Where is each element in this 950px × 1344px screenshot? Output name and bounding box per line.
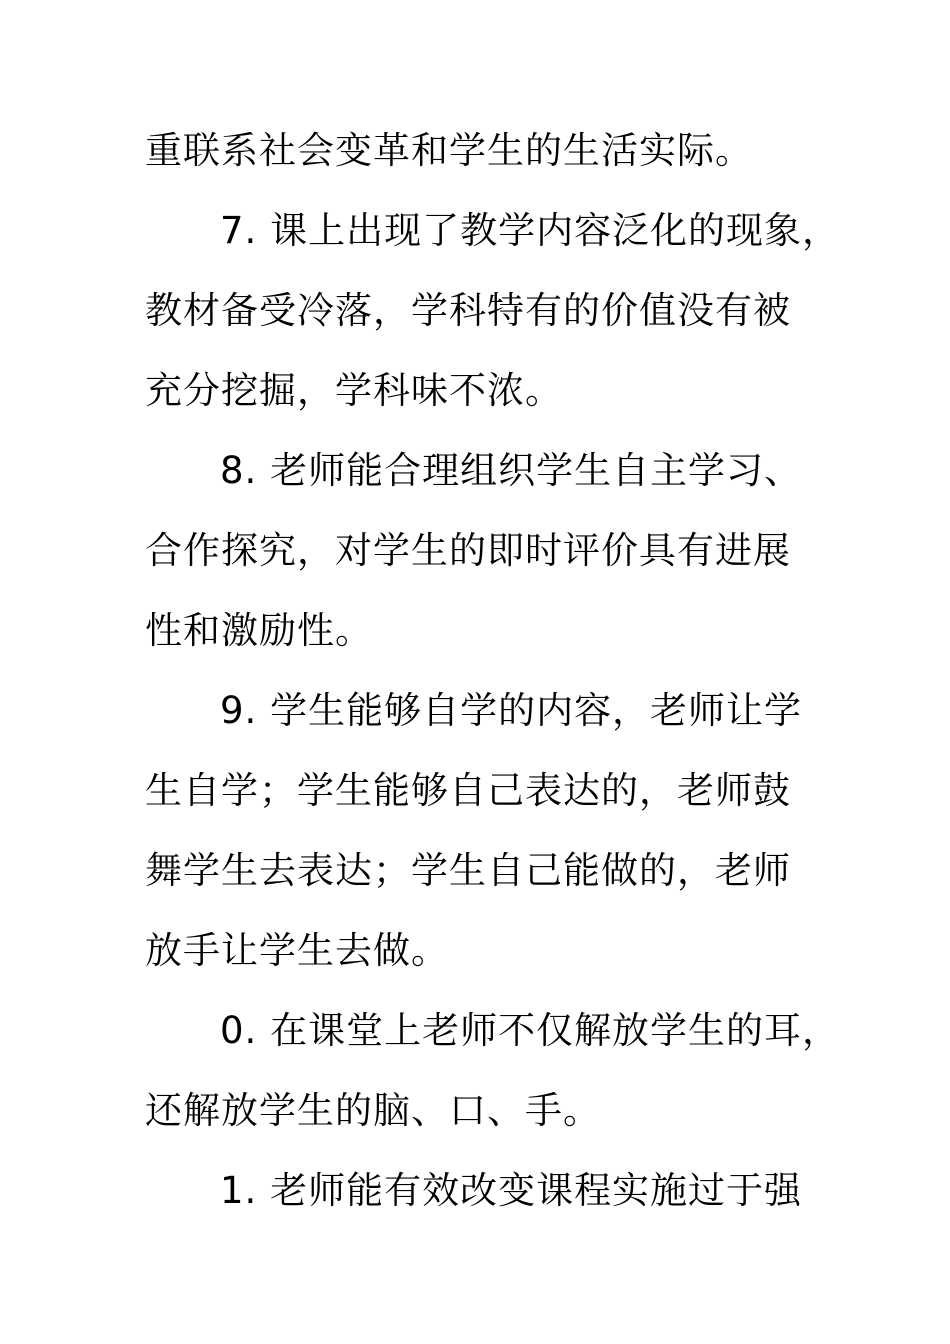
- text-line: 合作探究，对学生的即时评价具有进展: [145, 529, 791, 572]
- text-line: 舞学生去表达；学生自己能做的，老师: [145, 849, 791, 892]
- text-line: 生自学；学生能够自己表达的，老师鼓: [145, 769, 791, 812]
- text-line: 教材备受冷落，学科特有的价值没有被: [145, 289, 791, 332]
- paragraph-7-start: 7. 课上出现了教学内容泛化的现象，: [220, 209, 841, 252]
- paragraph-0-start: 0. 在课堂上老师不仅解放学生的耳，: [220, 1009, 841, 1052]
- text-line: 还解放学生的脑、口、手。: [145, 1089, 601, 1132]
- text-line: 性和激励性。: [145, 609, 373, 652]
- paragraph-8-start: 8. 老师能合理组织学生自主学习、: [220, 449, 803, 492]
- paragraph-9-start: 9. 学生能够自学的内容，老师让学: [220, 689, 803, 732]
- text-line: 重联系社会变革和学生的生活实际。: [145, 129, 753, 172]
- text-line: 充分挖掘，学科味不浓。: [145, 369, 563, 412]
- paragraph-1-start: 1. 老师能有效改变课程实施过于强: [220, 1169, 803, 1212]
- text-line: 放手让学生去做。: [145, 929, 449, 972]
